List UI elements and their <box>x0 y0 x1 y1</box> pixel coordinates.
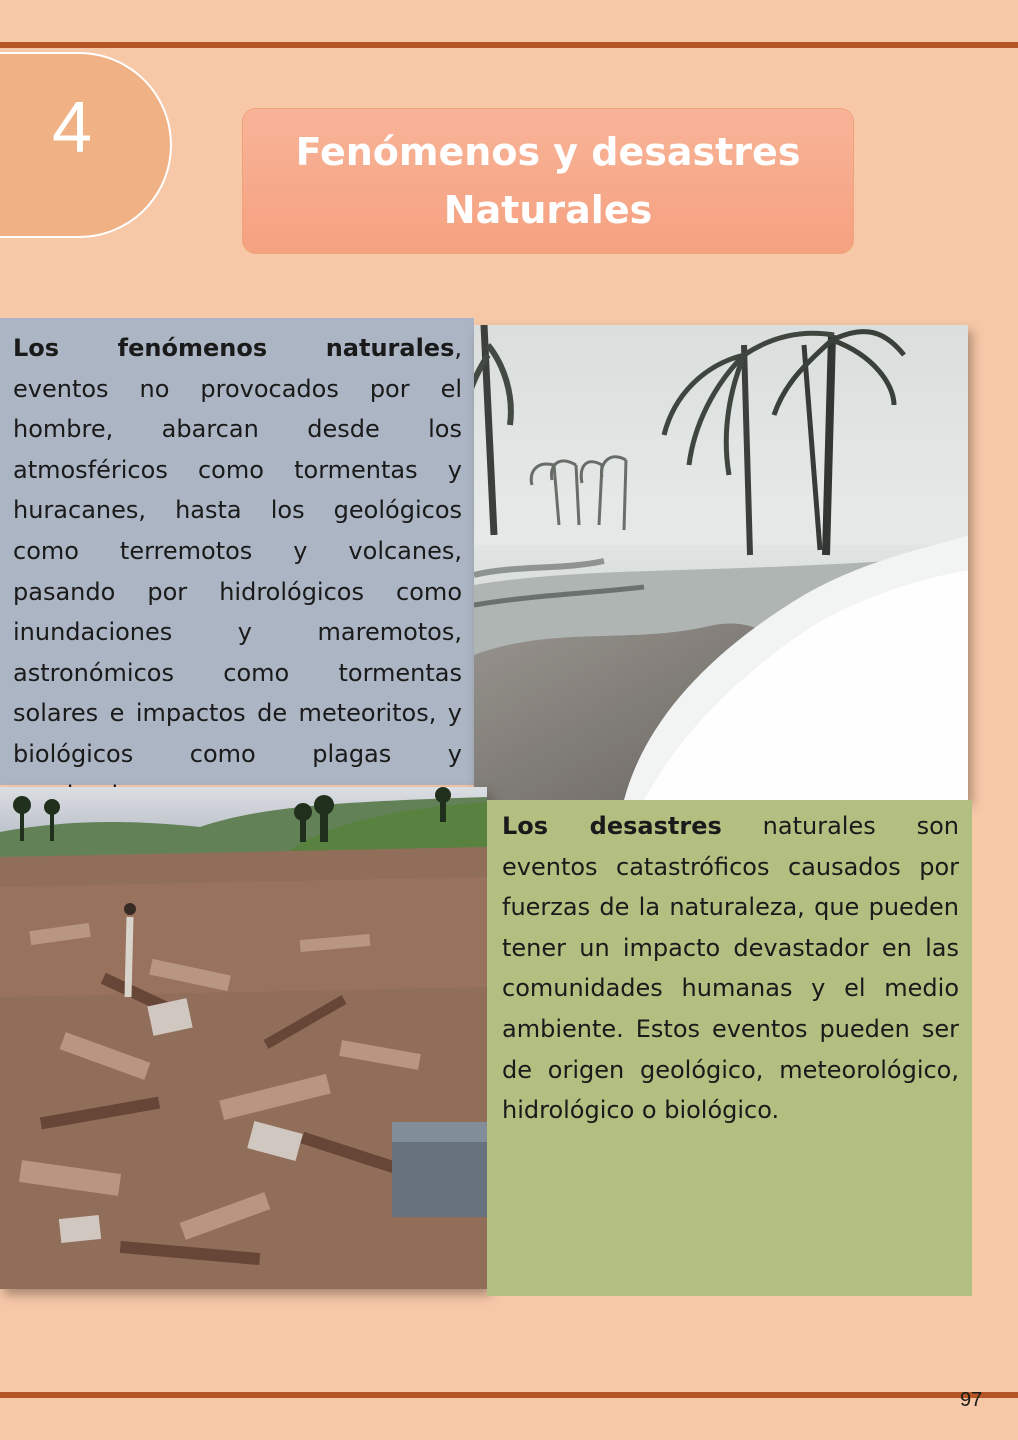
natural-phenomena-term: Los fenómenos naturales <box>13 334 455 362</box>
natural-disasters-term: Los desastres <box>502 812 722 840</box>
natural-phenomena-paragraph <box>0 318 474 785</box>
earthquake-rubble-photo <box>0 787 487 1289</box>
bottom-rule <box>0 1392 1018 1398</box>
chapter-number: 4 <box>52 88 93 168</box>
hurricane-photo <box>474 325 968 800</box>
top-rule <box>0 42 1018 48</box>
title-box <box>242 108 854 254</box>
natural-phenomena-text: , eventos no provocados por el hombre, abarcan desde los atmosféricos como tormentas y huracanes, hasta los geológicos como terremotos y volcanes, pasando por hidrológicos como inundaciones y maremotos, astronómicos como tormentas solares e impactos de meteoritos, y biológicos como plagas y <box>13 334 462 768</box>
title-line-1: Fenómenos y desastres <box>295 130 801 174</box>
natural-disasters-paragraph <box>487 800 972 1296</box>
natural-disasters-text: naturales son eventos catastróficos causados por fuerzas de la naturaleza, que pueden tener un impacto devastador en las comunidades humanas y el medio ambiente. Estos eventos pueden ser de origen geológico, meteorológico, hidrológico o biológico. <box>502 812 959 1125</box>
page-number: 97 <box>960 1389 983 1411</box>
title-line-2: Naturales <box>443 188 653 232</box>
